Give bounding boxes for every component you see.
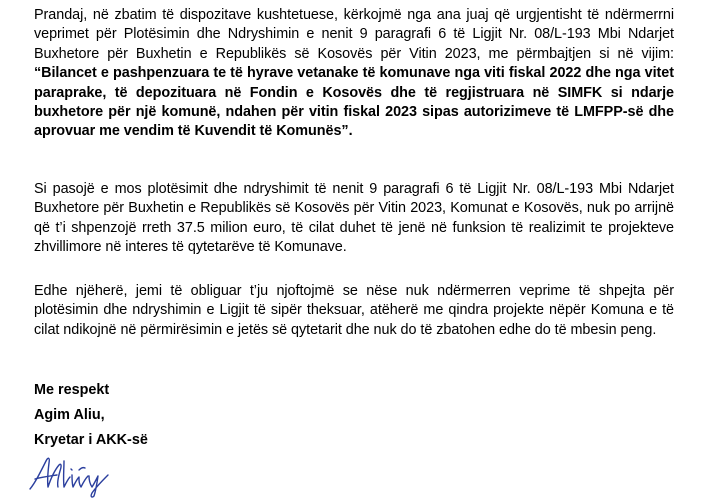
signer-name: Agim Aliu, [34, 407, 105, 423]
signer-title: Kryetar i AKK-së [34, 432, 148, 448]
consequence-paragraph: Si pasojë e mos plotësimit dhe ndryshimit të nenit 9 paragrafi 6 të Ligjit Nr. 08/L-193 Mbi Ndarjet Buxhetore për Buxhetin e Republikës së Kosovës për Vitin 2023, Komunat e Kosovës, nuk po arrijnë që t’i shpenzojë rreth 37.5 milion euro, të cilat duhet të jenë në funksion të realizimit te projekteve zhvillimore në interes të qytetarëve të Komunave. [34, 181, 674, 256]
warning-paragraph: Edhe njëherë, jemi të obliguar t’ju njoftojmë se nëse nuk ndërmerren veprime të shpejta për plotësimin dhe ndryshimin e Ligjit të sipër theksuar, atëherë me qindra projekte nëpër Komuna e të cilat ndikojnë në përmirësimin e jetës së qytetarit dhe nuk do të zbatohen edhe do të mbesin peng. [34, 283, 674, 338]
request-intro-text: Prandaj, në zbatim të dispozitave kushtetuese, kërkojmë nga ana juaj që urgjentisht të ndërmerrni veprimet për Plotësimin dhe Ndryshimin e nenit 9 paragrafi 6 të Ligjit Nr. 08/L-193 Mbi Ndarjet Buxhetore për Buxhetin e Republikës së Kosovës për Vitin 2023, me përmbajtjen si në vijim: [34, 7, 674, 62]
closing-salutation: Me respekt [34, 382, 110, 398]
amendment-quote: “Bilancet e pashpenzuara te të hyrave vetanake të komunave nga viti fiskal 2022 dhe nga vitet paraprake, të depozituara në Fondin e Kosovës dhe të regjistruara në SIMFK si ndarje buxhetore për një komunë, ndahen për vitin fiskal 2023 sipas autorizimeve të LMFPP-së dhe aprovuar me vendim të Kuvendit të Komunës”. [34, 65, 674, 140]
handwritten-signature [26, 447, 136, 499]
request-paragraph [34, 6, 674, 142]
